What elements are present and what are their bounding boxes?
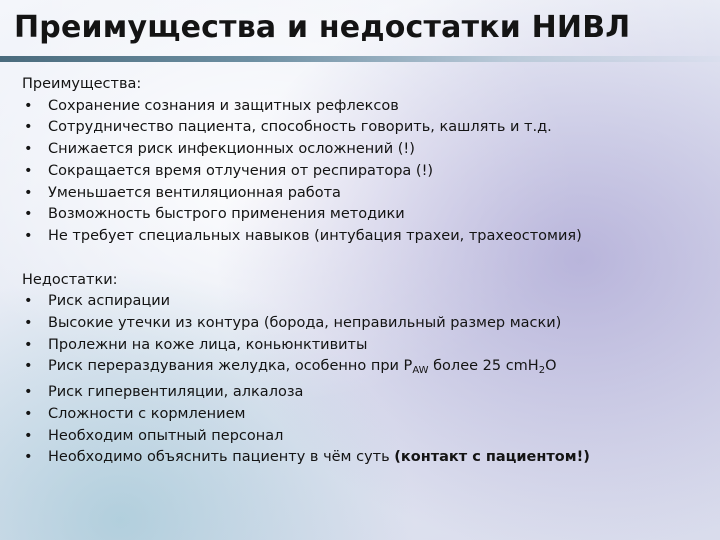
list-item — [22, 404, 712, 426]
list-item — [22, 382, 712, 404]
page-title: Преимущества и недостатки НИВЛ — [0, 0, 720, 60]
list-item-text: Сохранение сознания и защитных рефлексов — [48, 97, 399, 114]
bullet-icon: • — [24, 336, 33, 353]
advantages-heading: Преимущества: — [22, 76, 142, 92]
list-item-text: Пролежни на коже лица, коньюнктивиты — [48, 336, 368, 353]
list-item-text: Возможность быстрого применения методики — [48, 206, 405, 223]
list-item — [22, 161, 712, 183]
list-item-text-start: Риск перераздувания желудка, особенно при P — [48, 358, 413, 375]
list-item — [22, 335, 712, 357]
list-item-text-middle: более 25 cmH — [428, 358, 539, 375]
list-item-text: Снижается риск инфекционных осложнений (!) — [48, 141, 415, 158]
disadvantages-heading: Недостатки: — [22, 271, 118, 288]
list-item — [22, 291, 712, 313]
bullet-icon: • — [24, 358, 33, 375]
list-item-text: Сотрудничество пациента, способность говорить, кашлять и т.д. — [48, 119, 552, 136]
bullet-icon: • — [24, 141, 33, 158]
list-item-text-end: O — [545, 358, 557, 375]
list-item — [22, 96, 712, 118]
list-item — [22, 117, 712, 139]
list-item — [22, 447, 712, 469]
list-item-text: Риск гипервентиляции, алкалоза — [48, 384, 304, 401]
subscript-2: 2 — [538, 365, 546, 377]
bullet-icon: • — [24, 227, 33, 244]
bullet-icon: • — [24, 293, 33, 310]
advantages-list — [22, 96, 712, 248]
list-item — [22, 204, 712, 226]
list-item-text: Сокращается время отлучения от респиратора (!) — [48, 162, 434, 179]
bullet-icon: • — [24, 97, 33, 114]
bullet-icon: • — [24, 405, 33, 422]
disadvantages-list — [22, 291, 712, 469]
list-item-text: Необходим опытный персонал — [48, 427, 284, 444]
list-item — [22, 313, 712, 335]
list-item — [22, 139, 712, 161]
list-item-text: Уменьшается вентиляционная работа — [48, 184, 341, 201]
bullet-icon: • — [24, 427, 33, 444]
bullet-icon: • — [24, 449, 33, 466]
list-item-text: Риск аспирации — [48, 293, 171, 310]
list-item-emphasis: (контакт с пациентом!) — [394, 449, 590, 466]
list-item — [22, 426, 712, 448]
bullet-icon: • — [24, 119, 33, 136]
list-item-text: Сложности с кормлением — [48, 405, 246, 422]
list-item — [22, 356, 712, 382]
subscript-aw: AW — [412, 365, 429, 377]
bullet-icon: • — [24, 162, 33, 179]
list-item-text: Не требует специальных навыков (интубация трахеи, трахеостомия) — [48, 227, 582, 244]
bullet-icon: • — [24, 184, 33, 201]
bullet-icon: • — [24, 384, 33, 401]
title-divider — [0, 56, 720, 62]
list-item-text: Высокие утечки из контура (борода, неправильный размер маски) — [48, 315, 562, 332]
section-spacer — [22, 248, 712, 270]
bullet-icon: • — [24, 315, 33, 332]
list-item — [22, 226, 712, 248]
bullet-icon: • — [24, 206, 33, 223]
slide-content — [22, 74, 712, 469]
list-item — [22, 183, 712, 205]
list-item-text: Необходимо объяснить пациенту в чём суть — [48, 449, 395, 466]
